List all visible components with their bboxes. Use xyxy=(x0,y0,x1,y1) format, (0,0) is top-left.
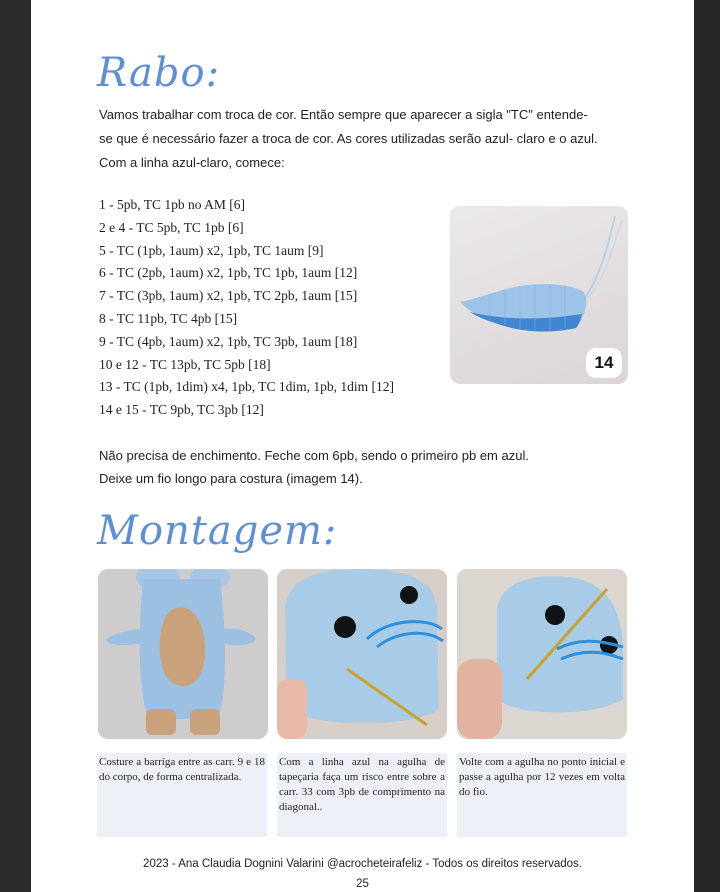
note-text xyxy=(99,444,619,490)
pattern-rows xyxy=(99,194,394,422)
pattern-row: 5 - TC (1pb, 1aum) x2, 1pb, TC 1aum [9] xyxy=(99,242,324,258)
step-caption: Volte com a agulha no ponto inicial e passe a agulha por 12 vezes em volta do fio. xyxy=(457,753,627,837)
step-photo-wrap xyxy=(457,569,627,739)
note-line: Deixe um fio longo para costura (imagem 14). xyxy=(99,471,363,486)
pattern-row: 9 - TC (4pb, 1aum) x2, 1pb, TC 3pb, 1aum [18] xyxy=(99,333,358,349)
tail-photo xyxy=(450,206,628,384)
note-line: Não precisa de enchimento. Feche com 6pb, sendo o primeiro pb em azul. xyxy=(99,448,529,463)
intro-line: Com a linha azul-claro, comece: xyxy=(99,155,285,170)
page-number: 25 xyxy=(356,878,369,890)
image-number-badge: 14 xyxy=(586,348,622,378)
step-photo-needle xyxy=(277,569,447,739)
section-title-montagem: Montagem: xyxy=(97,508,338,554)
pattern-row: 1 - 5pb, TC 1pb no AM [6] xyxy=(99,197,246,212)
intro-line: Vamos trabalhar com troca de cor. Então sempre que aparecer a sigla "TC" entende- xyxy=(99,107,588,122)
viewer-margin xyxy=(694,0,720,892)
doll-wrap-illustration xyxy=(457,569,627,739)
doll-belly-illustration xyxy=(98,569,268,739)
footer-copyright: 2023 - Ana Claudia Dognini Valarini @acrocheteirafeliz - Todos os direitos reservados. xyxy=(143,858,582,870)
pattern-row: 14 e 15 - TC 9pb, TC 3pb [12] xyxy=(99,402,264,418)
section-title-rabo: Rabo: xyxy=(97,50,221,96)
pattern-row: 2 e 4 - TC 5pb, TC 1pb [6] xyxy=(99,219,244,235)
doll-needle-illustration xyxy=(277,569,447,739)
step-caption: Com a linha azul na agulha de tapeçaria faça um risco entre sobre a carr. 33 com 3pb de comprimento na diagonal.. xyxy=(277,753,447,837)
step-caption: Costure a barriga entre as carr. 9 e 18 do corpo, de forma centralizada. xyxy=(97,753,267,837)
pattern-row: 13 - TC (1pb, 1dim) x4, 1pb, TC 1dim, 1pb, 1dim [12] xyxy=(99,379,394,395)
pattern-row: 7 - TC (3pb, 1aum) x2, 1pb, TC 2pb, 1aum [15] xyxy=(99,288,358,304)
intro-line: se que é necessário fazer a troca de cor. As cores utilizadas serão azul- claro e o azul. xyxy=(99,131,598,146)
intro-text xyxy=(99,103,639,175)
step-photo-belly xyxy=(98,569,268,739)
pattern-row: 6 - TC (2pb, 1aum) x2, 1pb, TC 1pb, 1aum [12] xyxy=(99,265,358,281)
pattern-row: 8 - TC 11pb, TC 4pb [15] xyxy=(99,310,238,326)
pattern-row: 10 e 12 - TC 13pb, TC 5pb [18] xyxy=(99,356,271,372)
